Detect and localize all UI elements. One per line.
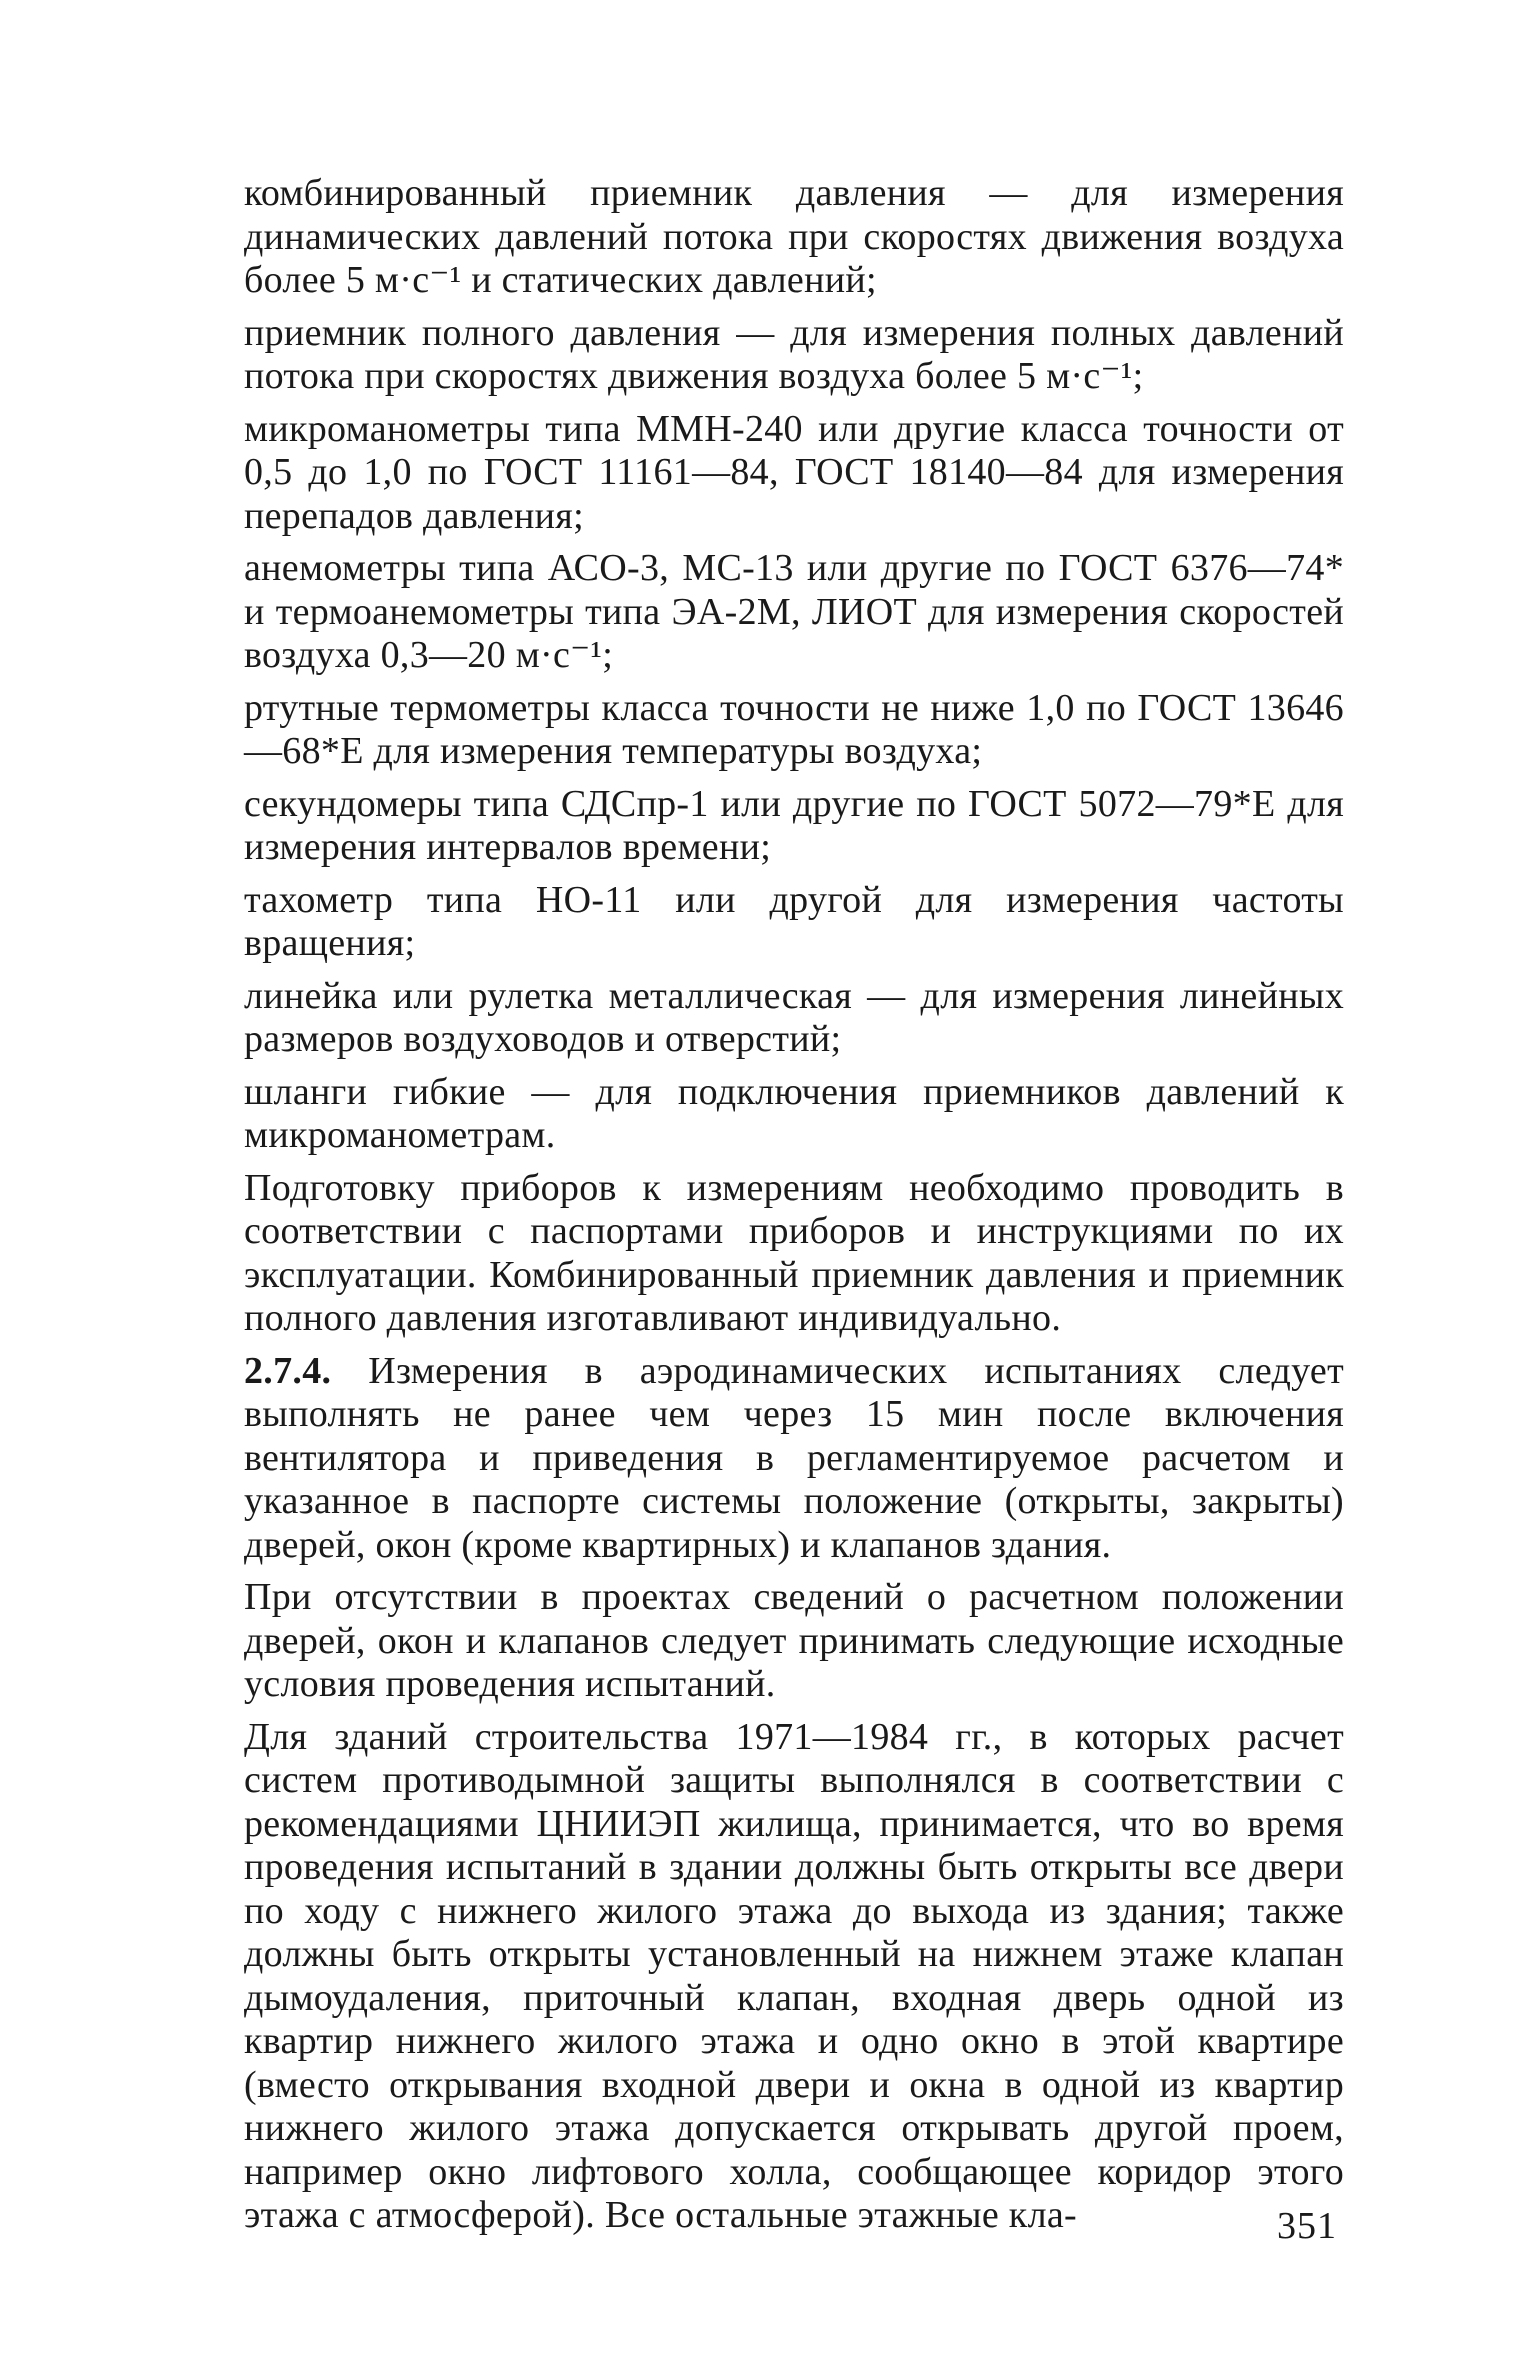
paragraph-text: шланги гибкие — для подключения приемников давлений к микроманометрам. — [244, 1070, 1344, 1156]
paragraph-ruler — [244, 975, 1344, 1062]
paragraph-text: секундомеры типа СДСпр-1 или другие по ГОСТ 5072—79*Е для измерения интервалов времени; — [244, 782, 1344, 868]
paragraph-stopwatches — [244, 783, 1344, 870]
paragraph-text: Измерения в аэродинамических испытаниях следует выполнять не ранее чем через 15 мин после включения вентилятора и приведения в регламентируемое расчетом и указанное в паспорте системы положение (открыты, закрыты) дверей, окон (кроме квартирных) и клапанов здания. — [244, 1349, 1344, 1566]
paragraph-text: При отсутствии в проектах сведений о расчетном положении дверей, окон и клапанов следует принимать следующие исходные условия проведения испытаний. — [244, 1576, 1344, 1705]
section-number: 2.7.4. — [244, 1349, 332, 1392]
paragraph-text: микроманометры типа ММН-240 или другие класса точности от 0,5 до 1,0 по ГОСТ 11161—84, ГОСТ 18140—84 для измерения перепадов давления; — [244, 407, 1344, 537]
paragraph-tachometer — [244, 879, 1344, 966]
paragraph-hoses — [244, 1071, 1344, 1158]
paragraph-text: тахометр типа НО-11 или другой для измерения частоты вращения; — [244, 878, 1344, 964]
paragraph-absence-of-data — [244, 1576, 1344, 1707]
paragraph-anemometers — [244, 547, 1344, 678]
paragraph-text: анемометры типа АСО-3, МС-13 или другие по ГОСТ 6376—74* и термоанемометры типа ЭА-2М, ЛИОТ для измерения скоростей воздуха 0,3—20 м·с⁻¹; — [244, 547, 1344, 676]
body-text — [244, 172, 1344, 2247]
paragraph-preparation — [244, 1167, 1344, 1341]
paragraph-combined-receiver — [244, 172, 1344, 303]
page-number: 351 — [1277, 2205, 1337, 2247]
paragraph-text: ртутные термометры класса точности не ниже 1,0 по ГОСТ 13646—68*Е для измерения температуры воздуха; — [244, 686, 1344, 772]
paragraph-section-2-7-4 — [244, 1350, 1344, 1568]
paragraph-thermometers — [244, 687, 1344, 774]
paragraph-text: приемник полного давления — для измерения полных давлений потока при скоростях движения воздуха более 5 м·с⁻¹; — [244, 311, 1344, 397]
paragraph-text: комбинированный приемник давления — для измерения динамических давлений потока при скоростях движения воздуха более 5 м·с⁻¹ и статических давлений; — [244, 172, 1344, 301]
paragraph-text: Подготовку приборов к измерениям необходимо проводить в соответствии с паспортами приборов и инструкциями по их эксплуатации. Комбинированный приемник давления и приемник полного давления изготавливают индивидуально. — [244, 1166, 1344, 1339]
paragraph-full-pressure-receiver — [244, 312, 1344, 399]
paragraph-micromanometers — [244, 408, 1344, 539]
paragraph-text: Для зданий строительства 1971—1984 гг., в которых расчет систем противодымной защиты выполнялся в соответствии с рекомендациями ЦНИИЭП жилища, принимается, что во время проведения испытаний в здании должны быть открыты все двери по ходу с нижнего жилого этажа до выхода из здания; также должны быть открыты установленный на нижнем этаже клапан дымоудаления, приточный клапан, входная дверь одной из квартир нижнего жилого этажа и одно окно в этой квартире (вместо открывания входной двери и окна в одной из квартир нижнего жилого этажа допускается открывать другой проем, например окно лифтового холла, сообщающее коридор этого этажа с атмосферой). Все остальные этажные кла- — [244, 1715, 1344, 2236]
paragraph-buildings-1971-1984 — [244, 1716, 1344, 2238]
paragraph-text: линейка или рулетка металлическая — для измерения линейных размеров воздуховодов и отверстий; — [244, 974, 1344, 1060]
